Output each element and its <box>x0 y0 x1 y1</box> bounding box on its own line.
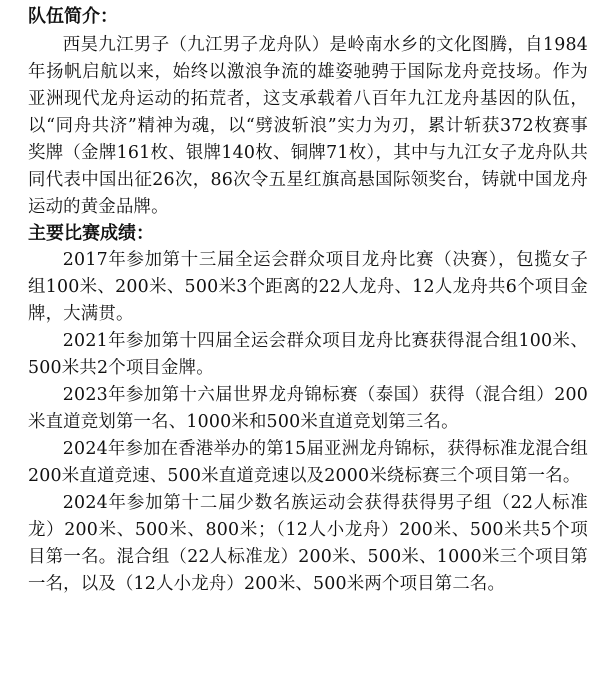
result-item-2023: 2023年参加第十六届世界龙舟锦标赛（泰国）获得（混合组）200米直道竞划第一名、1000米和500米直道竞划第三名。 <box>28 385 588 432</box>
team-intro-paragraph: 西昊九江男子（九江男子龙舟队）是岭南水乡的文化图腾，自1984年扬帆启航以来，始终以激浪争流的雄姿驰骋于国际龙舟竞技场。作为亚洲现代龙舟运动的拓荒者，这支承载着八百年九江龙舟基因的队伍，以“同舟共济”精神为魂，以“劈波斩浪”实力为刃，累计斩获372枚赛事奖牌（金牌161枚、银牌140枚、铜牌71枚），其中与九江女子龙舟队共同代表中国出征26次，86次令五星红旗高悬国际领奖台，铸就中国龙舟运动的黄金品牌。 <box>28 35 588 217</box>
result-item-2017: 2017年参加第十三届全运会群众项目龙舟比赛（决赛），包揽女子组100米、200米、500米3个距离的22人龙舟、12人龙舟共6个项目金牌，大满贯。 <box>28 250 588 324</box>
result-item-2024-ethnic-games: 2024年参加第十二届少数名族运动会获得获得男子组（22人标准龙）200米、500米、800米；（12人小龙舟）200米、500米共5个项目第一名。混合组（22人标准龙）200米、500米、1000米三个项目第一名，以及（12人小龙舟）200米、500米两个项目第二名。 <box>28 493 588 594</box>
result-item-2024-asia: 2024年参加在香港举办的第15届亚洲龙舟锦标，获得标准龙混合组200米直道竞速、500米直道竞速以及2000米绕标赛三个项目第一名。 <box>28 439 588 486</box>
team-intro-heading: 队伍简介： <box>28 6 118 27</box>
document-page <box>28 4 588 598</box>
results-heading: 主要比赛成绩： <box>28 223 154 244</box>
result-item-2021: 2021年参加第十四届全运会群众项目龙舟比赛获得混合组100米、500米共2个项目金牌。 <box>28 331 588 378</box>
